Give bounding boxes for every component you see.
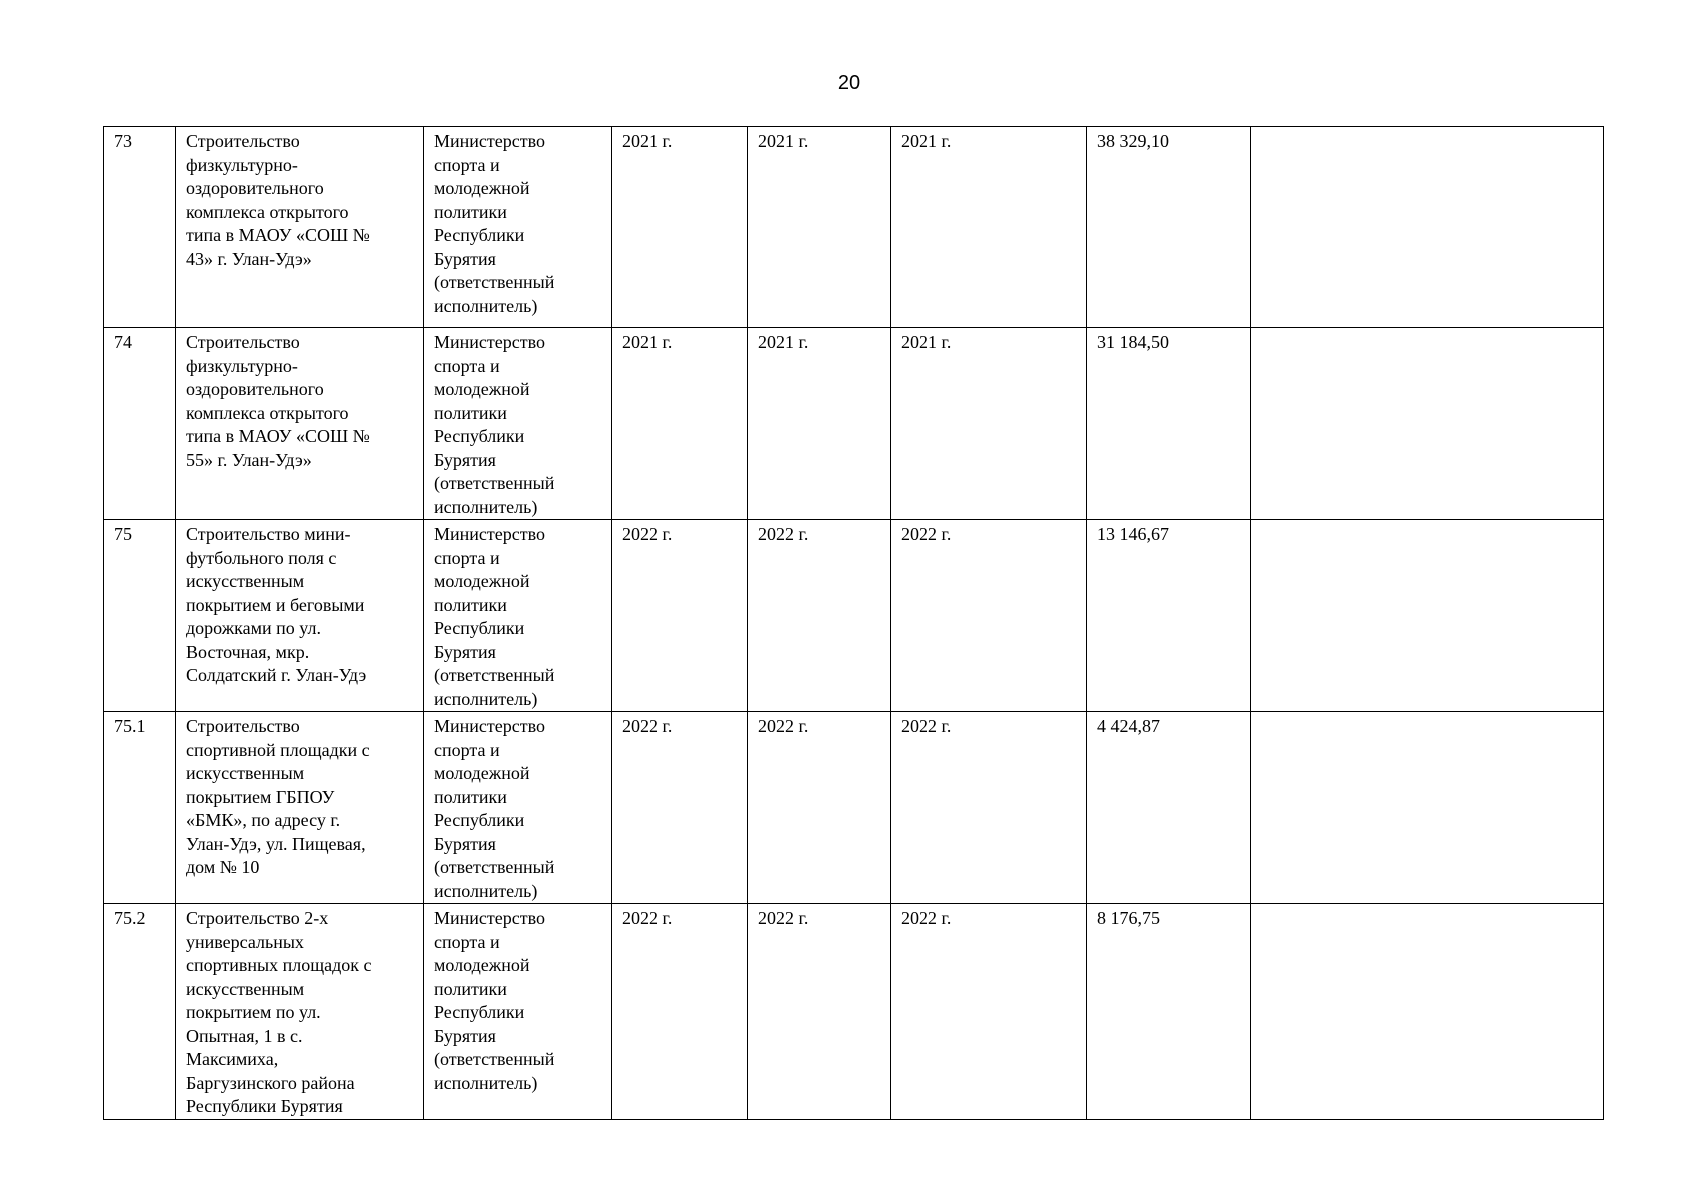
amount-cell: 31 184,50 (1087, 328, 1251, 520)
executor-cell: Министерство спорта и молодежной политики Республики Бурятия (ответственный исполнитель) (424, 328, 612, 520)
page-number: 20 (837, 72, 861, 94)
year-cell: 2021 г. (612, 127, 748, 328)
year-cell: 2022 г. (748, 712, 891, 904)
program-table (103, 126, 1604, 1120)
amount-cell: 4 424,87 (1087, 712, 1251, 904)
year-cell: 2021 г. (748, 328, 891, 520)
year-cell: 2022 г. (891, 712, 1087, 904)
amount-cell: 38 329,10 (1087, 127, 1251, 328)
executor-cell: Министерство спорта и молодежной политики Республики Бурятия (ответственный исполнитель) (424, 127, 612, 328)
note-cell (1251, 904, 1604, 1120)
object-name-cell: Строительство мини- футбольного поля с искусственным покрытием и беговыми дорожками по ул. Восточная, мкр. Солдатский г. Улан-Удэ (176, 520, 424, 712)
year-cell: 2022 г. (612, 520, 748, 712)
table-row (104, 520, 1604, 712)
year-cell: 2022 г. (748, 520, 891, 712)
row-number-cell: 75 (104, 520, 176, 712)
row-number-cell: 75.2 (104, 904, 176, 1120)
year-cell: 2021 г. (748, 127, 891, 328)
year-cell: 2022 г. (891, 520, 1087, 712)
year-cell: 2021 г. (612, 328, 748, 520)
row-number-cell: 73 (104, 127, 176, 328)
note-cell (1251, 328, 1604, 520)
object-name-cell: Строительство 2-х универсальных спортивных площадок с искусственным покрытием по ул. Опытная, 1 в с. Максимиха, Баргузинского района Республики Бурятия (176, 904, 424, 1120)
table-row (104, 712, 1604, 904)
year-cell: 2022 г. (748, 904, 891, 1120)
table-row (104, 904, 1604, 1120)
table-row (104, 127, 1604, 328)
executor-cell: Министерство спорта и молодежной политики Республики Бурятия (ответственный исполнитель) (424, 520, 612, 712)
year-cell: 2022 г. (612, 904, 748, 1120)
object-name-cell: Строительство физкультурно- оздоровительного комплекса открытого типа в МАОУ «СОШ № 55» г. Улан-Удэ» (176, 328, 424, 520)
note-cell (1251, 127, 1604, 328)
year-cell: 2022 г. (612, 712, 748, 904)
year-cell: 2021 г. (891, 328, 1087, 520)
executor-cell: Министерство спорта и молодежной политики Республики Бурятия (ответственный исполнитель) (424, 712, 612, 904)
object-name-cell: Строительство спортивной площадки с искусственным покрытием ГБПОУ «БМК», по адресу г. Улан-Удэ, ул. Пищевая, дом № 10 (176, 712, 424, 904)
executor-cell: Министерство спорта и молодежной политики Республики Бурятия (ответственный исполнитель) (424, 904, 612, 1120)
amount-cell: 8 176,75 (1087, 904, 1251, 1120)
row-number-cell: 75.1 (104, 712, 176, 904)
amount-cell: 13 146,67 (1087, 520, 1251, 712)
year-cell: 2021 г. (891, 127, 1087, 328)
table-row (104, 328, 1604, 520)
object-name-cell: Строительство физкультурно- оздоровительного комплекса открытого типа в МАОУ «СОШ № 43» г. Улан-Удэ» (176, 127, 424, 328)
note-cell (1251, 520, 1604, 712)
row-number-cell: 74 (104, 328, 176, 520)
year-cell: 2022 г. (891, 904, 1087, 1120)
note-cell (1251, 712, 1604, 904)
